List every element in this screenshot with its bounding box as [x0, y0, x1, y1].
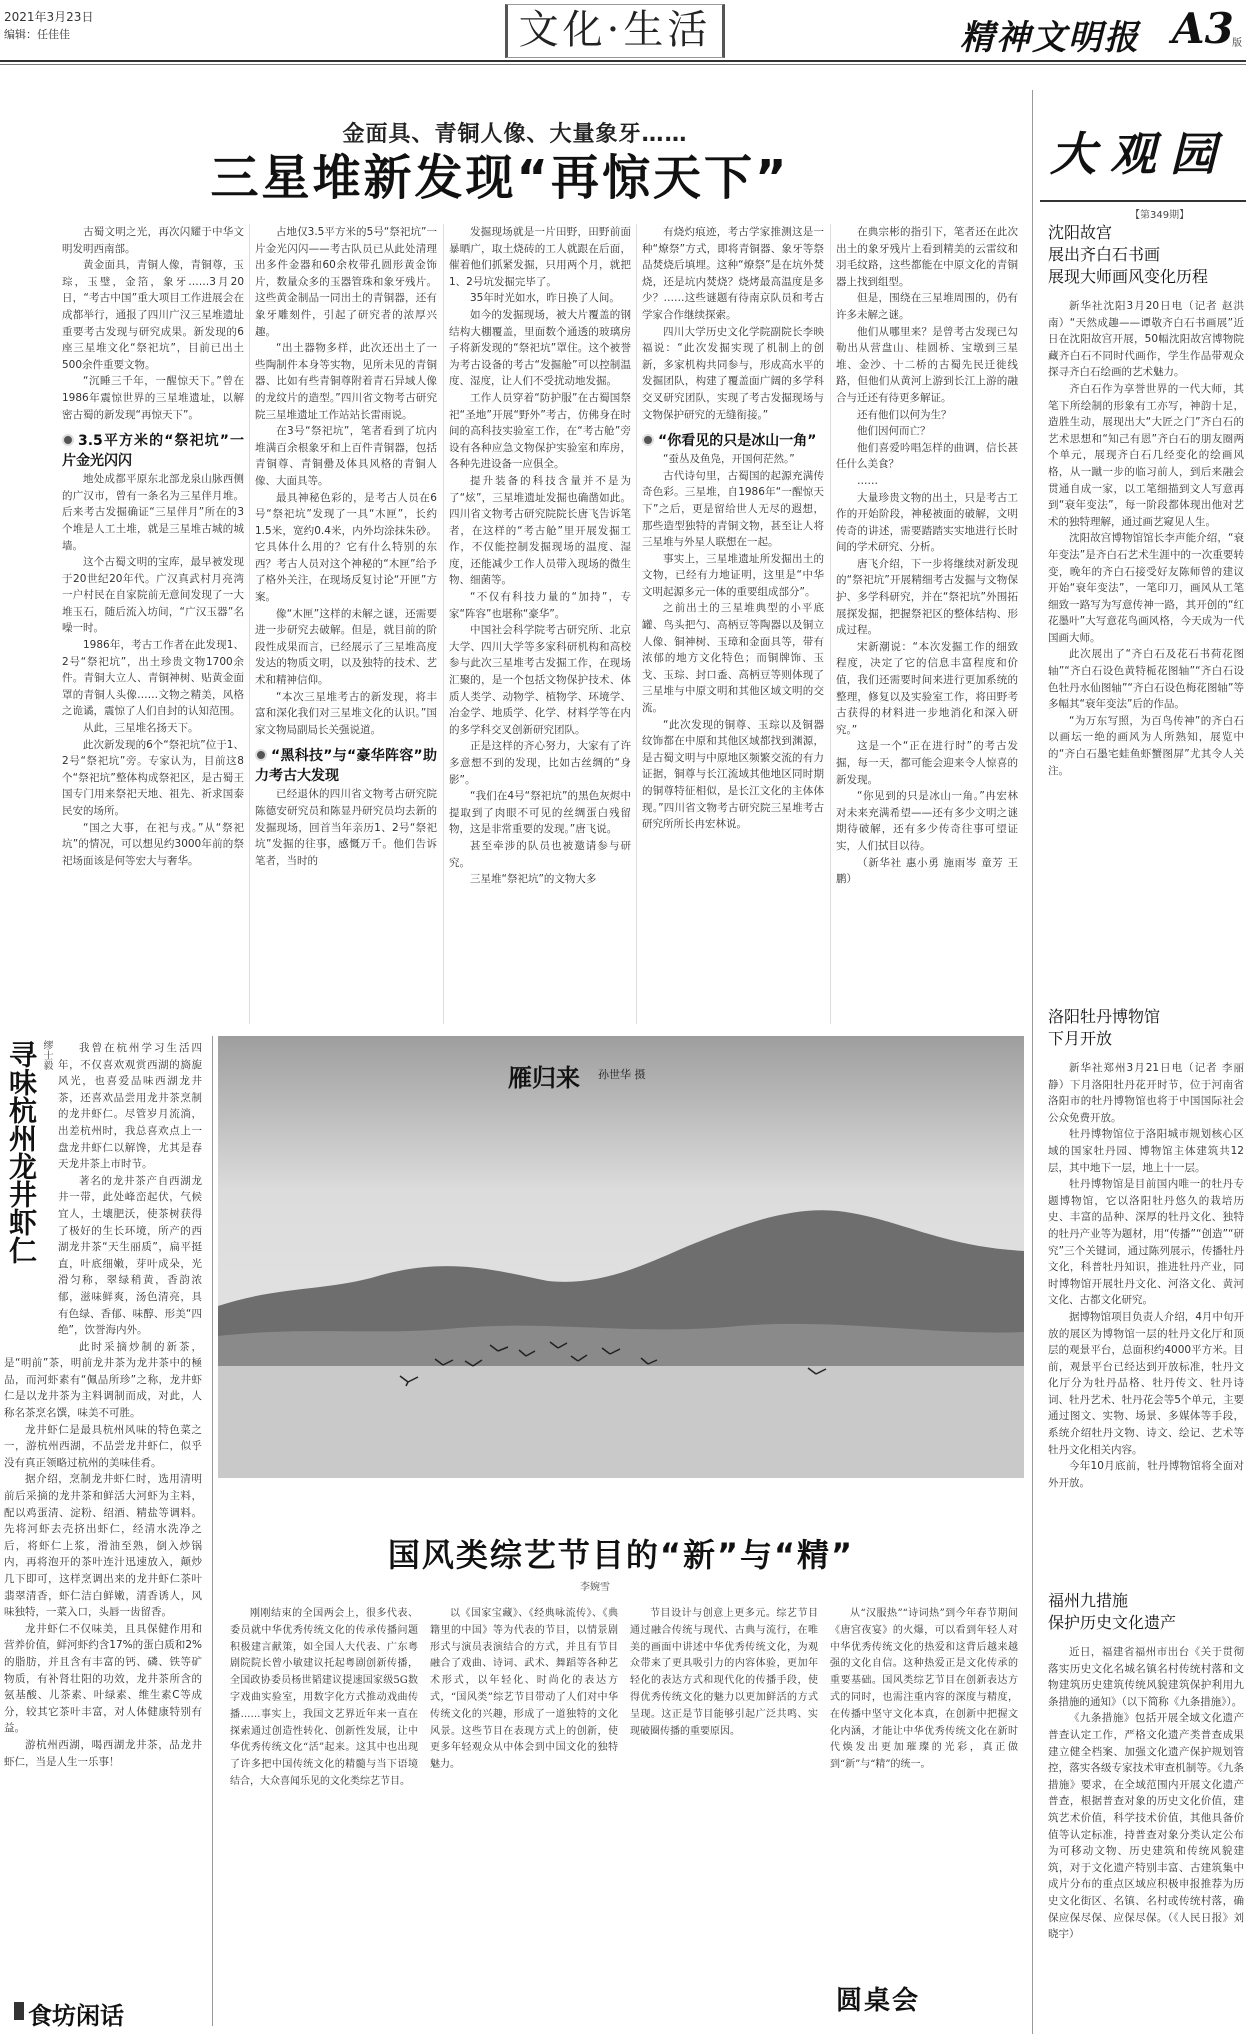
main-article-paragraph: 发掘现场就是一片田野，田野前面暴晒广，取土烧砖的工人就跟在后面，催着他们抓紧发掘，只用两个月，就把1、2号坑发掘完毕了。: [449, 226, 631, 288]
sidebar-story-paragraph: 沈阳故宫博物馆馆长李声能介绍，“衰年变法”是齐白石艺术生涯中的一次重要转变，晚年的齐白石接受好友陈师曾的建议开始“衰年变法”，一笔印刀，画风从工笔细致一路写为写意传神一路，其开创的“红花墨叶”大写意花鸟画风格，今天成为一代国画大师。: [1048, 532, 1244, 644]
sidebar-story-headline-line: 沈阳故宫: [1048, 223, 1113, 242]
sidebar-column-title-text: 大观园: [1050, 127, 1230, 181]
main-article-paragraph: 唐飞介绍，下一步将继续对新发现的“祭祀坑”开展精细考古发掘与文物保护、多学科研究，并在“祭祀坑”外围拓展探发掘，把握祭祀区的整体结构、形成过程。: [836, 557, 1018, 637]
column-divider: [830, 224, 831, 1024]
sidebar-issue: 【第349期】: [1130, 210, 1190, 221]
sidebar-story-headline-line: 展现大师画风变化历程: [1048, 267, 1209, 286]
left-column-divider: [212, 1036, 213, 2026]
photo-credit: 孙世华 摄: [598, 1068, 646, 1081]
variety-article-paragraph: 节目设计与创意上更多元。综艺节目通过融合传统与现代、古典与流行，在唯美的画面中讲述中华优秀传统文化，为观众带来了更具吸引力的内容体验，更加年轻化的表达方式和现代化的传播手段，使得优秀传统文化的魅力以更加鲜活的方式呈现。这正是节目能够引起广泛共鸣、实现破圈传播的重要原因。: [630, 1608, 818, 1737]
main-article-paragraph: ……: [857, 474, 878, 487]
main-article-subheading: “黑科技”与“豪华阵容”助力考古大发现: [255, 748, 437, 785]
sidebar-story-paragraph: 牡丹博物馆位于洛阳城市规划核心区域的国家牡丹园、博物馆主体建筑共12层，其中地下一层，地上十一层。: [1048, 1128, 1244, 1174]
photo-title: 雁归来: [508, 1063, 580, 1092]
main-article-paragraph: 他们从哪里来？是曾考古发现已勾勒出从营盘山、桂圆桥、宝墩到三星堆、金沙、十二桥的古蜀先民迁徙线路，但他们从黄河上游到长江上游的融合与迁还有待更多解证。: [836, 325, 1018, 404]
main-article-paragraph: 有烧灼痕迹，考古学家推测这是一种“燎祭”方式，即将青铜器、象牙等祭品焚烧后填埋。这种“燎祭”是在坑外焚烧，还是坑内焚烧？烧烤最高温度是多少？……这些谜题有待南京队员和考古学家合作继续探索。: [642, 226, 824, 321]
column-story-paragraph: 著名的龙井茶产自西湖龙井一带，此处峰峦起伏，气候宜人，土壤肥沃，使茶树获得了极好的生长环境，所产的西湖龙井茶“天生丽质”，扁平挺直，叶底细嫩，芽叶成朵，光滑匀称，翠绿稍黄，香韵浓郁，滋味鲜爽，汤色清亮，具有色绿、香郁、味醇、形美“四绝”，饮誉海内外。: [58, 1174, 202, 1337]
main-article-paragraph: 还有他们以何为生？: [857, 408, 952, 421]
main-article-column: [62, 224, 244, 1028]
main-article-paragraph: 在3号“祭祀坑”，笔者看到了坑内堆满百余根象牙和上百件青铜器，包括青铜尊、青铜罍及体具风格的青铜人像、大面具等。: [255, 425, 437, 487]
sidebar-story-paragraph: 近日，福建省福州市出台《关于贯彻落实历史文化名城名镇名村传统村落和文物建筑历史建筑传统风貌建筑保护利用九条措施的通知》（以下简称《九条措施》）。: [1048, 1646, 1244, 1708]
main-article-paragraph: 占地仅3.5平方米的5号“祭祀坑”一片金光闪闪——考古队员已从此处清理出多件金器和60余枚带孔圆形黄金饰片，数量众多的玉器管珠和象牙残片。这些黄金制品一同出土的青铜器，还有象牙雕刻件，引起了研究者的浓厚兴趣。: [255, 226, 437, 338]
masthead-editor: 编辑：任佳佳: [4, 28, 70, 41]
main-article-column: [255, 224, 437, 1028]
main-article-paragraph: “此次发现的铜尊、玉琮以及铜器纹饰都在中原和其他区域都找到渊源，是古蜀文明与中原地区频繁交流的有力证据，铜尊与长江流域其他地区同时期的铜尊特征相似，是长江文化的主体体现。”四川省文物考古研究院三星堆考古研究所所长冉宏林说。: [642, 718, 824, 831]
column-story: [0, 1036, 210, 2034]
paper-name-logo: 精神文明报: [960, 18, 1140, 58]
sidebar-story-headline-line: 保护历史文化遗产: [1048, 1613, 1177, 1632]
variety-article-paragraph: 从“汉服热”“诗词热”到今年春节期间《唐宫夜宴》的火爆，可以看到年轻人对中华优秀传统文化的热爱和这背后越来越强的文化自信。这种热爱正是文化传承的重要基础。国风类综艺节目在创新表达方式的同时，也需注重内容的深度与精度，在传播中坚守文化本真，在创新中把握文化内涵，才能让中华优秀传统文化在新时代焕发出更加璀璨的光彩，真正做到“新”与“精”的统一。: [830, 1608, 1018, 1771]
photo-image: [218, 1036, 1024, 1478]
sidebar-story-headline-line: 福州九措施: [1048, 1591, 1129, 1610]
main-article-paragraph: 这是一个“正在进行时”的考古发掘，每一天，都可能会迎来令人惊喜的新发现。: [836, 740, 1018, 786]
sidebar-story-paragraph: “为万东写照，为百鸟传神”的齐白石以画坛一绝的画风为人所熟知，展览中的“齐白石墨宅蛙鱼虾蟹图屏”尤其令人关注。: [1048, 714, 1244, 777]
column-story-headline-text: 寻味杭州龙井虾仁: [5, 1040, 38, 1264]
main-article-paragraph: 如今的发掘现场，被大片覆盖的钢结构大棚覆盖，里面数个通透的玻璃房子将新发现的“祭祀坑”罩住。这个被誉为考古设备的考古“发掘舱”可以控制温度、湿度，让人们不受扰动地发掘。: [449, 308, 631, 388]
sidebar-story-headline-line: 洛阳牡丹博物馆: [1048, 1007, 1161, 1026]
main-article-paragraph: 宋新潮说：“本次发掘工作的细致程度，决定了它的信息丰富程度和价值，我们还需要时间来进行更加系统的整理，修复以及实验室工作，将田野考古获得的材料进一步地消化和深入研究。”: [836, 640, 1018, 736]
headline-spacer: [4, 1040, 58, 1340]
sidebar-story-paragraph: 新华社郑州3月21日电（记者 李丽静）下月洛阳牡丹花开时节，位于河南省洛阳市的牡丹博物馆也将于中国国际社会公众免费开放。: [1048, 1062, 1244, 1124]
variety-article-column: [230, 1606, 418, 2026]
main-article-paragraph: 四川大学历史文化学院副院长李映福说：“此次发掘实现了机制上的创新，多家机构共同参与，形成高水平的发掘团队，构建了覆盖面广阔的多学科交叉研究团队，实现了考古发掘现场与文物保护研究的无缝衔接。”: [642, 325, 824, 421]
sidebar-story: [1048, 1590, 1246, 2010]
column-story-footer: [0, 1988, 210, 2032]
column-story-paragraph: 游杭州西湖，喝西湖龙井茶，品龙井虾仁，当是人生一乐事！: [4, 1738, 202, 1768]
variety-headline: 国风类综艺节目的“新”与“精”: [387, 1536, 855, 1574]
main-article-paragraph: 已经退休的四川省文物考古研究院陈德安研究员和陈显丹研究员均去新的发掘现场，回首当年亲历1、2号“祭祀坑”发掘的往事，感慨万千。他们告诉笔者，当时的: [255, 788, 437, 867]
sidebar-story: [1048, 222, 1246, 982]
sidebar-story-headline-line: 展出齐白石书画: [1048, 245, 1161, 264]
main-article-paragraph: “我们在4号“祭祀坑”的黑色灰烬中提取到了肉眼不可见的丝绸蛋白残留物，这是非常重要的发现。”唐飞说。: [449, 790, 631, 836]
main-article-column: [836, 224, 1018, 1028]
main-article-paragraph: 他们喜爱吟唱怎样的曲调，信长甚任什么美食？: [836, 441, 1018, 471]
sidebar-story-headline-line: 下月开放: [1048, 1029, 1113, 1048]
sidebar: [1040, 72, 1246, 2034]
roundtable-badge: [826, 1976, 946, 2020]
variety-author: 李婉雪: [580, 1582, 610, 1593]
main-article-paragraph: 在典宗彬的指引下，笔者还在此次出土的象牙残片上看到精美的云雷纹和羽毛纹路，这些都能在中原文化的青铜器上找到组型。: [836, 226, 1018, 288]
page-number: A3: [1172, 4, 1234, 53]
main-article-paragraph: 35年时光如水，昨日换了人间。: [470, 292, 620, 305]
bullet-icon: [62, 434, 74, 446]
main-article-subheading: 3.5平方米的“祭祀坑”一片金光闪闪: [62, 433, 244, 470]
main-article-paragraph: 工作人员穿着“防护服”在古蜀国祭祀“圣地”开展“野外”考古，仿佛身在时间的高科技实验室工作，在“考古舱”旁设有各种应急文物保护实验室和库房，各种先进设备一应俱全。: [449, 391, 631, 471]
column-story-paragraph: 据介绍，烹制龙井虾仁时，选用清明前后采摘的龙井茶和鲜活大河虾为主料，配以鸡蛋清、淀粉、绍酒、精盐等调料。先将河虾去壳挤出虾仁，经清水洗净之后，将虾仁上浆，滑油至熟，倒入炒锅内，再将泡开的茶叶连汁迅速放入，颠炒几下即可，这样烹调出来的龙井虾仁茶叶翡翠清香，虾仁洁白鲜嫩，清香诱人，风味独特，一菜入口，头唇一齿留香。: [4, 1473, 202, 1619]
column-divider: [636, 224, 637, 1024]
main-article-paragraph: “国之大事，在祀与戎。”从“祭祀坑”的情况，可以想见约3000年前的祭祀场面该是何等宏大与奢华。: [62, 821, 244, 867]
main-article-column: [449, 224, 631, 1028]
sidebar-story-paragraph: 据博物馆项目负责人介绍，4月中旬开放的展区为博物馆一层的牡丹文化厅和顶层的观景平台，总面积约4000平方米。目前，观景平台已经达到开放标准，牡丹文化厅分为牡丹品格、牡丹传文、牡丹诗词、牡丹艺术、牡丹花会等5个单元，主要通过图文、实物、场景、多媒体等手段，系统介绍牡丹文物、诗文、绘记、艺术等牡丹文化相关内容。: [1048, 1310, 1244, 1456]
section-label-marker: [14, 2002, 24, 2020]
section-title: 文化·生活: [518, 7, 712, 53]
masthead-date: 2021年3月23日: [4, 10, 94, 24]
masthead-rule-thin: [0, 64, 1246, 65]
main-article-paragraph: 甚至牵涉的队员也被邀请参与研究。: [449, 839, 631, 869]
roundtable-badge-text: 圆桌会: [836, 1986, 921, 2016]
main-article-paragraph: “本次三星堆考古的新发现，将丰富和深化我们对三星堆文化的认识。”国家文物局副局长关强说道。: [255, 690, 437, 736]
masthead: [0, 0, 1246, 64]
main-article-paragraph: 三星堆“祭祀坑”的文物大多: [470, 873, 597, 886]
main-article-paragraph: 事实上，三星堆遗址所发掘出土的文物，已经有力地证明，这里是“中华文明起源多元一体的重要组成部分”。: [642, 552, 824, 598]
main-article-paragraph: “蚕丛及鱼凫，开国何茫然。”: [663, 453, 795, 466]
sidebar-story-body: [1048, 298, 1244, 779]
sidebar-story-headline: [1048, 1590, 1246, 1634]
column-story-paragraph: 我曾在杭州学习生活四年，不仅喜欢观赏西湖的旖旎风光，也喜爱品味西湖龙井茶，还喜欢品尝用龙井茶烹制的龙井虾仁。尽管岁月流淌，出差杭州时，我总喜欢点上一盘龙井虾仁以解馋，尤其是春天龙井茶上市时节。: [58, 1042, 202, 1171]
photo-frame: [218, 1036, 1024, 1478]
main-article-paragraph: 此次新发现的6个“祭祀坑”位于1、2号“祭祀坑”旁。专家认为，目前这8个“祭祀坑”整体构成祭祀区，是古蜀王国专门用来祭祀天地、祖先、祈求国泰民安的场所。: [62, 738, 244, 817]
main-article-paragraph: 正是这样的齐心努力，大家有了许多意想不到的发现，比如古丝绸的“身影”。: [449, 740, 631, 786]
main-article-paragraph: 1986年，考古工作者在此发现1、2号“祭祀坑”，出土珍贵文物1700余件。青铜大立人、青铜神树、贴黄金面罩的青铜人头像……文物之精美，风格之诡谲，震惊了人们自封的认知范围。: [62, 639, 244, 718]
main-article-paragraph: 大量珍贵文物的出土，只是考古工作的开始阶段，神秘被面的破解，文明传奇的讲述，需要踏踏实实地进行长时间的学术研究、分析。: [836, 491, 1018, 554]
main-article-paragraph: “出土器物多样，此次还出土了一些陶制件本身等实物，见所未见的青铜器、比如有些青铜尊附着青石异域人像的龙纹片的造型。”四川省文物考古研究院三星堆遗址工作站站长雷雨说。: [255, 342, 437, 421]
sidebar-story-headline: [1048, 222, 1246, 288]
column-divider: [249, 224, 250, 1024]
variety-article-column: [830, 1606, 1018, 1966]
main-article-headline: 三星堆新发现“再惊天下”: [210, 150, 790, 206]
sidebar-title-rule: [1040, 200, 1246, 202]
main-article-paragraph: 他们因何而亡？: [857, 425, 931, 438]
main-article-kicker: 金面具、青铜人像、大量象牙……: [342, 122, 688, 147]
main-article-paragraph: 从此，三星堆名扬天下。: [83, 722, 199, 735]
column-story-paragraph: 龙井虾仁是最具杭州风味的特色菜之一，游杭州西湖，不品尝龙井虾仁，似乎没有真正领略过杭州的美味佳肴。: [4, 1423, 202, 1469]
variety-article-column: [630, 1606, 818, 2026]
main-article-paragraph: 提升装备的科技含量并不是为了“炫”，三星堆遗址发掘也确凿如此。四川省文物考古研究院院长唐飞告诉笔者，在这样的“考古舱”里开展发掘工作，不仅能控制发掘现场的温度、湿度，还能减少工作人员带入现场的微生物、细菌等。: [449, 474, 631, 587]
variety-article-paragraph: 以《国家宝藏》、《经典咏流传》、《典籍里的中国》等为代表的节目，以情景剧形式与演员表演结合的方式，并且有节目融合了戏曲、诗词、武术、舞蹈等各种艺术形式，以年轻化、时尚化的表达方式，“国风类”综艺节目带动了人们对中华传统文化的兴趣，形成了一道独特的文化风景。这些节目在表现方式上的创新，使更多年轻观众从中体会到中国文化的独特魅力。: [430, 1608, 618, 1771]
column-divider: [443, 224, 444, 1024]
main-article-column: [642, 224, 824, 1028]
main-article-paragraph: 中国社会科学院考古研究所、北京大学、四川大学等多家科研机构和高校参与此次三星堆考古发掘工作，在现场汇聚的，是一个包括文物保护技术、体质人类学、动物学、植物学、环境学、冶金学、地质学、化学、材料学等在内的多学科交叉创新研究团队。: [449, 624, 631, 736]
column-divider: [1032, 90, 1033, 2034]
sidebar-column-title: [1050, 112, 1244, 181]
main-article-paragraph: “沉睡三千年，一醒惊天下。”曾在1986年震惊世界的三星堆遗址，以解密古蜀的新发现“再惊天下”。: [62, 375, 244, 421]
sidebar-story-body: [1048, 1060, 1244, 1491]
section-label: 食坊闲话: [28, 2001, 124, 2030]
bullet-icon: [642, 434, 654, 446]
column-story-paragraph: 此时采摘炒制的新茶，是“明前”茶，明前龙井茶为龙井茶中的極品，而河虾素有“佩品所珍”之称，龙井虾仁是以龙井茶为主料调制而成，对此，人称名茶烹名馔，味美不可胜。: [4, 1340, 202, 1420]
main-article-paragraph: 最具神秘色彩的，是考古人员在6号“祭祀坑”发现了一具“木匣”，长约1.5米，宽约0.4米，内外均涂抹朱砂。它具体什么用的？它有什么特别的东西？考古人员对这个神秘的“木匣”给予了格外关注，在现场反复讨论“开匣”方案。: [255, 491, 437, 604]
sidebar-story-paragraph: 牡丹博物馆是目前国内唯一的牡丹专题博物馆，它以洛阳牡丹悠久的栽培历史、丰富的品种、深厚的牡丹文化、独特的牡丹产业等为题材，用“传播”“创造”“研究”三个关键词，通过陈列展示，传播牡丹文化，科普牡丹知识，推进牡丹产业，同时博物馆开展牡丹文化、河洛文化、黄河文化、古都文化研究。: [1048, 1178, 1244, 1307]
sidebar-story-headline: [1048, 1006, 1246, 1050]
column-story-body: [4, 1040, 202, 1980]
sidebar-story: [1048, 1006, 1246, 1566]
masthead-rule: [0, 60, 1246, 62]
main-article-paragraph: 这个古蜀文明的宝库，最早被发现于20世纪20年代。广汉真武村月亮湾一户村民在自家院前无意间发现了一大堆玉石，随后流入坊间，“广汉玉器”名噪一时。: [62, 556, 244, 635]
main-article-paragraph: 古蜀文明之光，再次闪耀于中华文明发明西南部。: [62, 226, 244, 255]
column-story-paragraph: 龙井虾仁不仅味美，且具保健作用和营养价值，鲜河虾约含17%的蛋白质和2%的脂肪，并且含有丰富的钙、磷、铁等矿物质，有补肾壮阳的功效，龙井茶所含的氨基酸、儿茶素、叶绿素、维生素C等成分，较其它茶叶丰富，对人体健康特别有益。: [4, 1622, 202, 1735]
variety-article-paragraph: 刚刚结束的全国两会上，很多代表、委员就中华优秀传统文化的传承传播问题积极建言献策，如全国人大代表、广东粤剧院院长曾小敏建议托起粤剧创新传播，全国政协委员杨世韬建议提速国家级5G数字戏曲实验室，用数字化方式推动戏曲传播……事实上，我国文艺界近年来一直在探索通过创造性转化、创新性发展，让中华优秀传统文化“活”起来。这其中也出现了许多把中国传统文化的精髓与当下语境结合，大众喜闻乐见的文化类综艺节目。: [230, 1608, 418, 1787]
sidebar-story-paragraph: 新华社沈阳3月20日电（记者 赵洪南）“天然成趣——谭敬齐白石书画展”近日在沈阳故宫开展，50幅沈阳故宫博物院藏齐白石不同时代画作，学生作品带观众探寻齐白石绘画的艺术魅力。: [1048, 300, 1244, 379]
main-article-paragraph: 但是，围绕在三星堆周围的，仍有许多未解之谜。: [836, 292, 1018, 321]
main-article-paragraph: 地处成都平原东北部龙泉山脉西侧的广汉市，曾有一条名为三星伴月堆。后来考古发掘确证“三星伴月”所在的3个堆是人工土堆，就是三星堆古城的城墙。: [62, 473, 244, 552]
bullet-icon: [255, 749, 267, 761]
sidebar-story-paragraph: 今年10月底前，牡丹博物馆将全面对外开放。: [1048, 1460, 1244, 1489]
sidebar-story-body: [1048, 1644, 1244, 1943]
main-article-paragraph: 古代诗句里，古蜀国的起源充满传奇色彩。三星堆，自1986年“一醒惊天下”之后，更是留给世人无尽的遐想，那些造型独特的青铜文物，甚至让人将三星堆与外星人联想在一起。: [642, 469, 824, 549]
main-article-paragraph: 像“木匣”这样的未解之谜，还需要进一步研究去破解。但是，就目前的阶段性成果而言，已经展示了三星堆高度发达的物质文明，以及独特的技术、艺术和精神信仰。: [255, 607, 437, 687]
main-article-paragraph: 之前出土的三星堆典型的小平底罐、鸟头把勺、高柄豆等陶器以及铜立人像、铜神树、玉璋和金面具等，带有浓郁的地方文化特色；而铜牌饰、玉戈、玉琮、封口盉、高柄豆等则体现了三星堆与中原文明和其他区域文明的交流。: [642, 602, 824, 715]
main-article-paragraph: “你见到的只是冰山一角。”冉宏林对未来充满希望——还有多少文明之谜期待破解，还有多少传奇往事可望证实，人们拭目以待。: [836, 790, 1018, 852]
column-story-author-text: 缪士毅: [41, 1040, 52, 1070]
main-article-paragraph: 黄金面具，青铜人像，青铜尊，玉琮，玉璧，金箔，象牙……3月20日，“考古中国”重大项目工作进展会在成都举行，通报了四川广汉三星堆遗址重要考古发现与研究成果。新发现的6座三星堆文化“祭祀坑”，目前已出土500余件重要文物。: [62, 259, 244, 371]
sidebar-story-paragraph: 此次展出了“齐白石及花石书荷花图轴”“齐白石设色黄特栀花图轴”“齐白石设色牡丹水仙图轴”“齐白石设色梅花图轴”等多幅其“衰年变法”后的作品。: [1048, 648, 1244, 711]
main-article-subheading: “你看见的只是冰山一角”: [642, 431, 824, 451]
sidebar-story-paragraph: 《九条措施》包括开展全域文化遗产普查认定工作，严格文化遗产类普查成果建立健全档案、加强文化遗产保护规划管控，落实各级专家技术审查机制等。《九条措施》要求，在全域范围内开展文化遗产普查，根据普查对象的历史文化价值，建筑艺术价值，科学技术价值，其他具备价值等认定标准，持普查对象分类认定公布为可移动文物、历史建筑和传统风貌建筑，对于文化遗产特别丰富、古建筑集中成片分布的重点区域应积极申报推荐为历史文化街区、名镇、名村或传统村落，确保应保尽保、应保尽保。（《人民日报》刘晓宇）: [1048, 1712, 1244, 1941]
variety-article-column: [430, 1606, 618, 2026]
main-article-paragraph: （新华社 惠小勇 施雨岑 童芳 王鹏）: [836, 856, 1018, 886]
main-article-paragraph: “不仅有科技力量的“加持”，专家“阵容”也堪称“豪华”。: [449, 591, 631, 620]
page-suffix: 版: [1232, 38, 1242, 49]
sidebar-story-paragraph: 齐白石作为享誉世界的一代大师，其笔下所绘制的形象有工亦写，神韵十足，造胜生动，展现出大“大匠之门”齐白石的艺术思想和“知己有恩”齐白石的朋友圈两个单元，展现齐白石几经变化的绘画风格，从一蹴一步的临习前人，到后来融会贯通自成一家，以工笔细描到文人写意再到“衰年变法”，每一阶段都体现出他对艺术的独特理解，通过画艺窥见人生。: [1048, 382, 1244, 528]
